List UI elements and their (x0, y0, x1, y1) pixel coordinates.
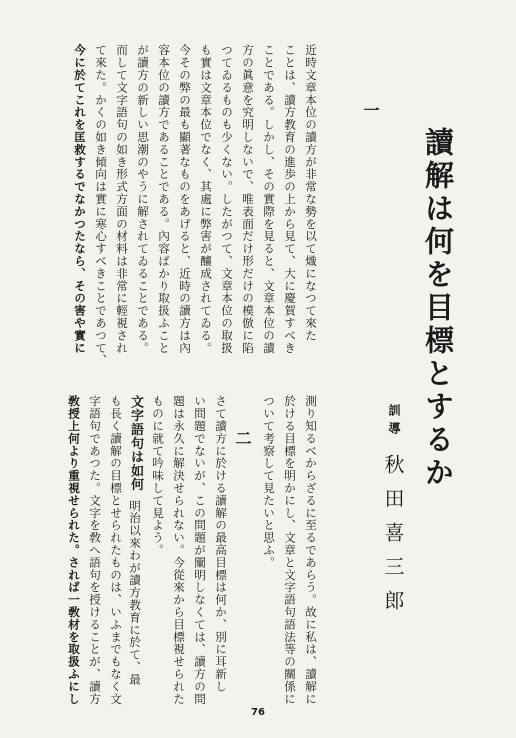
page-number: 76 (251, 707, 265, 718)
lower-column-11: 敎授上何より重視せられた。されば一敎材を取扱ふにし (67, 395, 81, 705)
author-name: 秋田喜三郎 (381, 454, 405, 624)
upper-column-7: 今その弊の最も顯著なものをあげると、近時の讀方は內 (178, 44, 192, 354)
upper-column-4: 方の眞意を究明しないで、唯表面だけ形だけの模倣に陷 (241, 44, 255, 354)
lower-column-3: ついて考察して見たいと思ふ。 (262, 395, 276, 569)
upper-column-8: 容本位の讀方であることである。內容ばかり取扱ふこと (157, 44, 171, 354)
lower-column-8 (128, 395, 142, 686)
upper-column-11: て來た。かくの如き傾向は實に寒心すべきことであつて、 (94, 44, 108, 367)
upper-column-6: も實は文章本位でなく、其處に弊害が釀成されてゐる。 (199, 44, 213, 354)
lower-column-6: 題は永久に解決せられない。今從來から目標視せられた (172, 395, 186, 705)
lower-column-4: さて讀方に於ける讀解の最高目標は何か、別に耳新し (214, 395, 228, 693)
inline-heading: 文字語句は如何 (128, 395, 143, 492)
lower-column-7: ものに就て吟味して見よう。 (151, 395, 165, 557)
upper-column-10: 而して文字語句の如き形式方面の材料は非常に輕視され (115, 44, 129, 354)
upper-column-5: つてゐるものも少くない。したがつて、文章本位の取扱 (220, 44, 234, 354)
upper-column-9: が讀方の新しい思潮のやうに解されてゐることである。 (136, 44, 150, 354)
lower-column-10: 字語句であつた。文字を敎へ語句を授けることが、讀方 (88, 395, 102, 705)
article-title: 讀解は何を目標とするか (421, 127, 455, 490)
lower-column-2: 於ける目標を明かにし、文章と文字語句語法等の關係に (283, 395, 297, 705)
lower-column-8-text: 明治以來わが讀方教育に於て、最 (128, 499, 142, 686)
lower-column-1: 測り知るべからざるに至るであらう。故に私は、讀解に (304, 395, 318, 705)
section-number-one: 一 (361, 102, 380, 119)
lower-column-5: い問題でないが、この問題が闡明しなくては、讀方の問 (193, 395, 207, 705)
section-number-two: 二 (233, 430, 252, 447)
author-role: 訓導 (387, 404, 401, 440)
lower-column-9: も長く讀解の目標とせられたものは、いふまでもなく文 (109, 395, 123, 705)
upper-column-1: 近時文章本位の讀方が非常な勢を以て熾になつて來た (304, 44, 318, 342)
upper-column-3: ことである。しかし、その實際を見ると、文章本位の讀 (262, 44, 276, 354)
upper-column-12: 今に於てこれを匡救するでなかつたなら、その害や實に (73, 44, 87, 354)
upper-column-2: ことは、讀方教育の進歩の上から見て、大に慶賀すべき (283, 44, 297, 354)
